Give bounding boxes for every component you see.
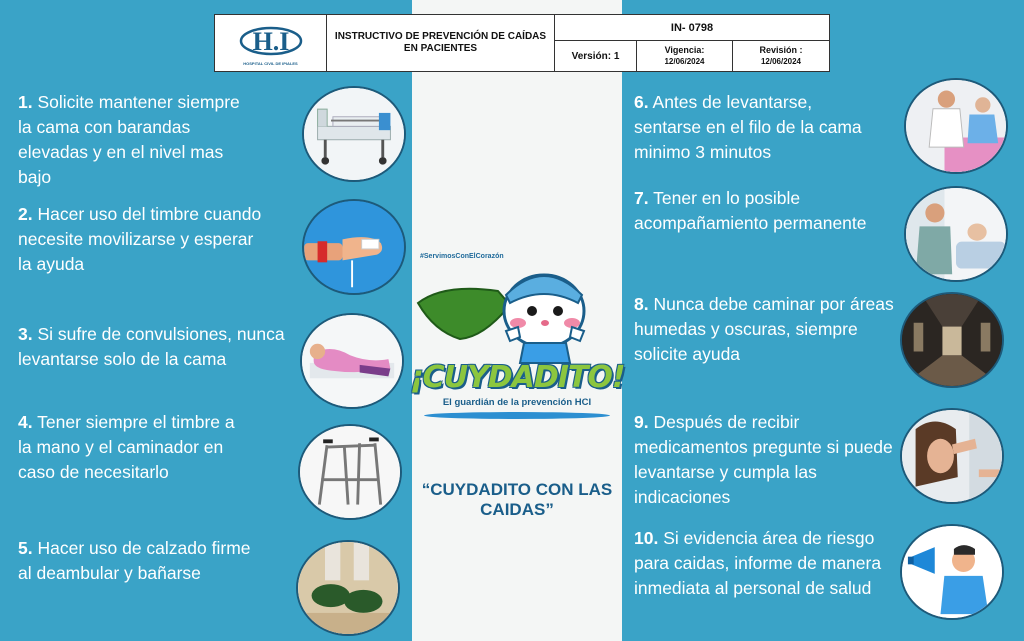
document-title: INSTRUCTIVO DE PREVENCIÓN DE CAÍDAS EN PACIENTES — [327, 15, 555, 71]
revision-label: Revisión : — [759, 45, 803, 55]
document-meta — [555, 15, 829, 71]
shoes-icon — [296, 540, 400, 636]
tip-4: 4. Tener siempre el timbre a la mano y el caminador en caso de necesitarlo — [18, 412, 235, 482]
patient-lying-icon — [300, 313, 404, 409]
nurse-assist-icon — [904, 78, 1008, 174]
walker-icon — [298, 424, 402, 520]
dizzy-person-icon — [900, 408, 1004, 504]
tip-8: 8. Nunca debe caminar por áreas humedas y oscuras, siempre solicite ayuda — [634, 294, 894, 364]
tip-1: 1. Solicite mantener siempre la cama con barandas elevadas y en el nivel mas bajo — [18, 92, 240, 187]
hospital-bed-icon — [302, 86, 406, 182]
tip-2: 2. Hacer uso del timbre cuando necesite movilizarse y esperar la ayuda — [18, 204, 262, 274]
document-version: Versión: 1 — [555, 41, 637, 71]
logo-subtitle: HOSPITAL CIVIL DE IPIALES — [243, 60, 298, 66]
tip-6: 6. Antes de levantarse, sentarse en el filo de la cama minimo 3 minutos — [634, 92, 862, 162]
tip-10: 10. Si evidencia área de riesgo para caidas, informe de manera inmediata al personal de salud — [634, 528, 882, 598]
tip-3: 3. Si sufre de convulsiones, nunca levantarse solo de la cama — [18, 324, 285, 369]
vigencia-label: Vigencia: — [664, 45, 705, 55]
tip-5: 5. Hacer uso de calzado firme al deambular y bañarse — [18, 538, 251, 583]
vigencia-date: 12/06/2024 — [664, 57, 705, 66]
vigencia-cell — [637, 41, 733, 71]
revision-cell — [733, 41, 829, 71]
tip-7: 7. Tener en lo posible acompañamiento permanente — [634, 188, 867, 233]
dark-hallway-icon — [900, 292, 1004, 388]
companion-icon — [904, 186, 1008, 282]
call-bell-hand-icon — [302, 199, 406, 295]
svg-text:H.I: H.I — [252, 26, 289, 56]
tip-9: 9. Después de recibir medicamentos pregunte si puede levantarse y cumpla las indicaciones — [634, 412, 893, 507]
document-header — [214, 14, 830, 72]
document-code: IN- 0798 — [555, 15, 829, 41]
megaphone-icon — [900, 524, 1004, 620]
hospital-logo-icon — [236, 21, 306, 61]
hospital-logo — [215, 15, 327, 71]
revision-date: 12/06/2024 — [760, 57, 802, 66]
mascot-title: ¡CUYDADITO! — [410, 360, 625, 395]
hashtag-label: #ServimosConElCorazón — [420, 253, 504, 260]
mascot-subtitle: El guardián de la prevención HCI — [442, 397, 592, 408]
campaign-slogan: “CUYDADITO CON LAS CAIDAS” — [421, 480, 613, 519]
mascot-underline — [424, 412, 610, 419]
